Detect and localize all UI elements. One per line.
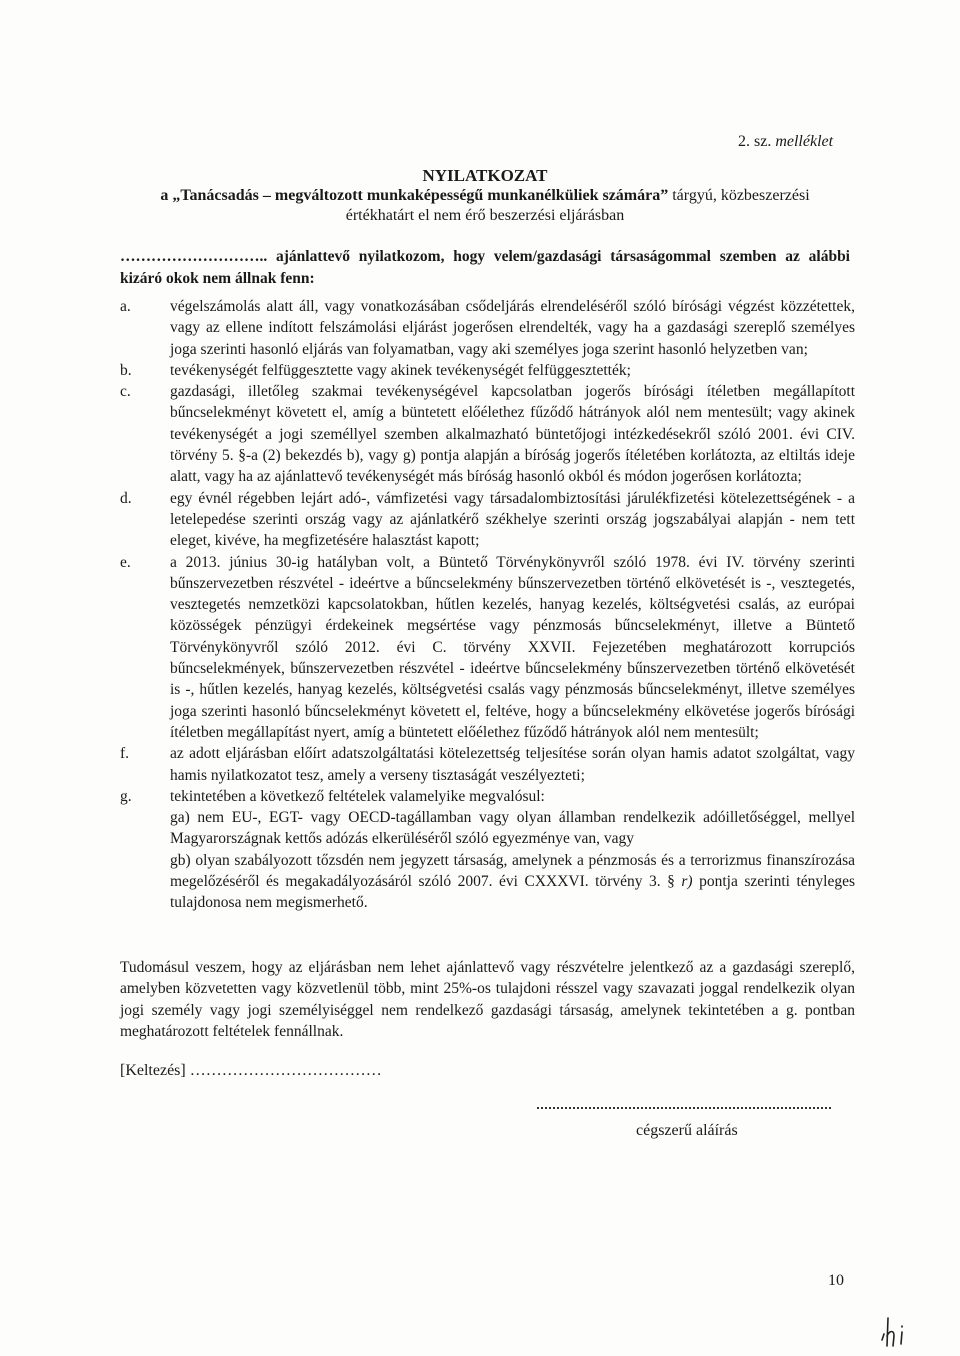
sub-item-label: gb) bbox=[170, 851, 191, 869]
list-item bbox=[120, 381, 855, 487]
sub-item-body-pre: olyan szabályozott tőzsdén nem jegyzett társaság, amelynek a pénzmosás és a terrorizmus finanszírozása megelőzéséről és megakadályozásáról szóló 2007. évi CXXXVI. törvény 3. § bbox=[170, 851, 855, 891]
document-header bbox=[120, 166, 850, 226]
list-item-text bbox=[170, 786, 855, 914]
intro-statement: ……………………….. ajánlattevő nyilatkozom, hogy velem/gazdasági társaságommal szemben az alábbi kizáró okok nem állnak fenn: bbox=[120, 248, 850, 287]
page-number: 10 bbox=[828, 1272, 844, 1289]
list-item-text: gazdasági, illetőleg szakmai tevékenységével kapcsolatban jogerős bírósági ítéletben megállapított bűncselekményt követett el, amíg a büntetett előélethez fűződő hátrányok alól nem mentesült; vagy akinek tevékenységét a jogi személlyel szemben alkalmazható büntetőjogi intézkedésekről szóló 2001. évi CIV. törvény 5. §-a (2) bekezdés b), vagy g) pontja alapján a bíróság jogerős ítéletében korlátozta, az eltiltás ideje alatt, vagy ha az ajánlattevő tevékenységét más bíróság hasonló okból és módon jogerősen korlátozta; bbox=[170, 383, 855, 486]
list-item-text: végelszámolás alatt áll, vagy vonatkozásában csődeljárás elrendeléséről szóló bírósági végzést közzétettek, vagy az ellene indított felszámolási eljárást jogerősen elrendelték, vagy ha a gazdasági szereplő személyes joga szerinti hasonló eljárás van folyamatban, vagy aki személyes joga szerint hasonló helyzetben van; bbox=[170, 298, 855, 358]
signature-line bbox=[537, 1107, 831, 1109]
page-title: NYILATKOZAT bbox=[422, 166, 548, 185]
annex-label bbox=[738, 131, 833, 152]
list-item bbox=[120, 786, 855, 914]
sub-item-body-italic: r) bbox=[681, 873, 693, 891]
sub-item-text bbox=[170, 850, 855, 914]
list-item-text: a 2013. június 30-ig hatályban volt, a Büntető Törvénykönyvről szóló 1978. évi IV. törvény szerinti bűnszervezetben részvétel - ideértve a bűncselekmény bűnszervezetben történő elkövetését is -, vesztegetés, vesztegetés nemzetközi kapcsolatokban, hűtlen kezelés, hanyag kezelés, költségvetési csalás, az európai közösségek pénzügyi érdekeinek megsértése vagy pénzmosás bűncselekményt, illetve a Büntető Törvénykönyvről szóló 2012. évi C. törvény XXVII. Fejezetében meghatározott korrupciós bűncselekmények, bűnszervezetben részvétel - ideértve bűncselekmény bűnszervezetben történő elkövetését is -, hűtlen kezelés, hanyag kezelés, költségvetési csalás vagy pénzmosás bűncselekményt, illetve személyes joga szerinti hasonló bűncselekményt követett el, feltéve, hogy a bűncselekmény elkövetése jogerős bírósági ítéletben megállapítást nyert, amíg a büntetett előélethez fűződő hátrányok alól nem mentesült; bbox=[170, 553, 855, 741]
list-item bbox=[120, 296, 855, 360]
list-item-label: a. bbox=[120, 298, 131, 315]
header-line-1 bbox=[120, 186, 850, 206]
annex-word: melléklet bbox=[775, 133, 834, 150]
sub-item-body: nem EU-, EGT- vagy OECD-tagállamban vagy olyan államban rendelkezik adóilletőséggel, mellyel Magyarországnak kettős adózás elkerüléséről szóló egyezménye van, vagy bbox=[170, 809, 855, 848]
list-item-label: g. bbox=[120, 787, 132, 805]
handwritten-initials bbox=[878, 1310, 928, 1350]
header-line-1-bold: a „Tanácsadás – megváltozott munkaképességű munkanélküliek számára” bbox=[160, 187, 669, 204]
header-line-2: értékhatárt el nem érő beszerzési eljárásban bbox=[345, 207, 625, 224]
list-item-label: d. bbox=[120, 489, 132, 507]
header-line-1-rest: tárgyú, közbeszerzési bbox=[668, 187, 810, 204]
exclusion-list bbox=[120, 296, 855, 914]
sub-item-label: ga) bbox=[170, 809, 190, 827]
list-item-text: az adott eljárásban előírt adatszolgáltatási kötelezettség teljesítése során olyan hamis adatot szolgáltat, vagy hamis nyilatkozatot tesz, amely a verseny tisztaságát veszélyezteti; bbox=[170, 745, 855, 784]
list-item-label: e. bbox=[120, 553, 131, 571]
list-item-label: c. bbox=[120, 383, 131, 401]
list-item bbox=[120, 552, 855, 744]
dating-field: [Keltezés] ……………………………… bbox=[120, 1062, 382, 1079]
signature-caption: cégszerű aláírás bbox=[636, 1122, 738, 1139]
list-item bbox=[120, 360, 855, 381]
sub-item-body-post: pontja szerinti tényleges tulajdonosa nem megismerhető. bbox=[170, 873, 855, 912]
list-item-label: b. bbox=[120, 361, 132, 379]
list-item bbox=[120, 488, 855, 552]
sub-item-text bbox=[170, 807, 855, 850]
closing-paragraph: Tudomásul veszem, hogy az eljárásban nem lehet ajánlattevő vagy részvételre jelentkező az a gazdasági szereplő, amelyben közvetetten vagy közvetlenül több, mint 25%-os tulajdoni résszel vagy szavazati joggal rendelkezik olyan jogi személy vagy jogi személyiséggel nem rendelkező gazdasági társaság, amelynek tekintetében a g. pontban meghatározott feltételek fennállnak. bbox=[120, 959, 855, 1040]
list-item-text: egy évnél régebben lejárt adó-, vámfizetési vagy társadalombiztosítási járulékfizetési kötelezettségének - a letelepedése szerinti ország vagy az ajánlatkérő székhelye szerinti ország jogszabályai alapján - nem tett eleget, kivéve, ha megfizetésére halasztást kapott; bbox=[170, 489, 855, 550]
list-item-intro: tekintetében a következő feltételek valamelyike megvalósul: bbox=[170, 787, 545, 805]
annex-number: 2. sz. bbox=[738, 133, 772, 150]
sub-item bbox=[170, 807, 855, 850]
sub-item bbox=[170, 850, 855, 914]
list-item-text: tevékenységét felfüggesztette vagy akinek tevékenységét felfüggesztették; bbox=[170, 361, 631, 379]
list-item bbox=[120, 743, 855, 786]
list-item-label: f. bbox=[120, 745, 130, 763]
